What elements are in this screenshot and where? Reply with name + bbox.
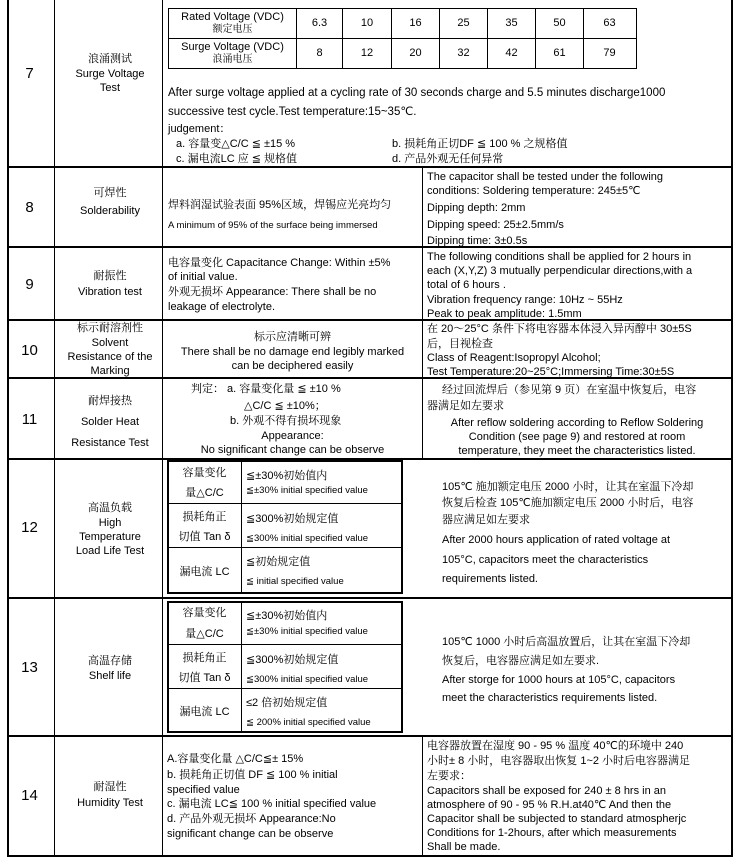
- col-divider-mid-b: [422, 736, 423, 856]
- life-sub-2-v2: ≦300% initial specified value: [246, 533, 369, 544]
- humid-right-4: Capacitors shall be exposed for 240 ± 8 hrs in an: [427, 785, 667, 797]
- solvent-mid-2: There shall be no damage end legibly marked: [180, 346, 405, 358]
- voltage-table-col: [535, 8, 536, 68]
- row-name-en-7a: Surge Voltage: [75, 68, 145, 80]
- voltage-table-col: [439, 8, 440, 68]
- row-name-en-10b: Resistance of the: [67, 351, 153, 363]
- life-right-5: 105°C, capacitors meet the characteristics: [442, 554, 649, 566]
- surge-desc-line1: After surge voltage applied at a cycling rate of 30 seconds charge and 5.5 minutes discharge1000: [168, 87, 666, 99]
- row-name-en-8: Solderability: [80, 205, 140, 217]
- humid-right-8: Shall be made.: [427, 841, 501, 853]
- life-sub-3-l1: 漏电流 LC: [179, 566, 230, 578]
- humid-mid-1: A.容量变化量 △C/C≦± 15%: [167, 753, 304, 765]
- life-sub-1-l1: 容量变化: [182, 467, 227, 479]
- life-sub-1-v2: ≦±30% initial specified value: [246, 485, 368, 496]
- row-name-en-12c: Load Life Test: [75, 545, 145, 557]
- heat-right-4: Condition (see page 9) and restored at room: [468, 431, 686, 443]
- shelf-sub-1-v1: ≦±30%初始值内: [246, 610, 328, 622]
- rated-value: 16: [409, 17, 422, 29]
- surge-value: 32: [457, 47, 470, 59]
- surge-desc-line2: successive test cycle.Test temperature:15~35℃.: [168, 106, 417, 118]
- surge-value: 8: [316, 47, 323, 59]
- solvent-right-4: Test Temperature:20~25°C;Immersing Time:30±5S: [427, 366, 675, 378]
- vib-mid-2: of initial value.: [168, 271, 238, 283]
- row-separator: [7, 597, 733, 599]
- row-separator: [7, 246, 733, 248]
- shelf-sub-3-v1: ≤2 倍初始规定值: [246, 697, 328, 709]
- row-name-en-11a: Solder Heat: [80, 416, 140, 428]
- judgement-c: c. 漏电流LC 应 ≦ 规格值: [176, 153, 298, 165]
- solder-mid-en: A minimum of 95% of the surface being immersed: [168, 220, 378, 231]
- surge-voltage-cn: 浪涌电压: [212, 54, 253, 65]
- heat-right-5: temperature, they meet the characteristics listed.: [458, 445, 696, 457]
- rated-voltage-label: Rated Voltage (VDC): [181, 11, 284, 23]
- life-sub-1-v1: ≦±30%初始值内: [246, 470, 328, 482]
- life-sub-2-l2: 切值 Tan δ: [178, 531, 231, 543]
- humid-right-6: Capacitor shall be subjected to standard atmospherjc: [427, 813, 687, 825]
- solder-right-3: Dipping depth: 2mm: [427, 202, 526, 214]
- shelf-sub-2-v1: ≦300%初始规定值: [246, 654, 339, 666]
- life-sub-3-v1: ≦初始规定值: [246, 556, 311, 568]
- shelf-sub-1-l1: 容量变化: [182, 607, 227, 619]
- row-name-cn-8: 可焊性: [93, 187, 127, 199]
- vib-mid-4: leakage of electrolyte.: [168, 301, 276, 313]
- solder-mid-cn: 焊料润湿试验表面 95%区域，焊锡应光亮均匀: [168, 199, 392, 211]
- solvent-right-3: Class of Reagent:Isopropyl Alcohol;: [427, 352, 601, 364]
- row-name-en-12b: Temperature: [79, 531, 141, 543]
- shelf-right-2: 恢复后，电容器应满足如左要求.: [442, 655, 600, 667]
- shelf-sub-3-l1: 漏电流 LC: [179, 706, 230, 718]
- voltage-table-col: [391, 8, 392, 68]
- vib-right-3: total of 6 hours .: [427, 279, 506, 291]
- row-name-en-12a: High: [98, 517, 122, 529]
- shelf-sub-3-v2: ≦ 200% initial specified value: [246, 717, 371, 728]
- humid-right-7: Conditions for 1-2hours, after which measurements: [427, 827, 677, 839]
- judgement-label: judgement：: [168, 123, 231, 135]
- heat-right-2: 器满足如左要求: [427, 400, 504, 412]
- row-separator: [7, 735, 733, 737]
- solder-right-2: conditions: Soldering temperature: 245±5℃: [427, 185, 641, 197]
- judgement-a: a. 容量变△C/C ≦ ±15 %: [176, 138, 296, 150]
- surge-value: 61: [553, 47, 566, 59]
- solder-right-5: Dipping time: 3±0.5s: [427, 235, 528, 247]
- life-sub-3-v2: ≦ initial specified value: [246, 576, 344, 587]
- life-sub-row: [167, 503, 402, 504]
- row-name-cn-7: 浪涌测试: [88, 53, 132, 65]
- humid-mid-6: significant change can be observe: [167, 828, 334, 840]
- rated-value: 10: [360, 17, 374, 29]
- shelf-sub-col: [241, 601, 242, 732]
- life-sub-2-l1: 损耗角正: [182, 511, 227, 523]
- shelf-sub-2-v2: ≦300% initial specified value: [246, 674, 369, 685]
- vib-right-1: The following conditions shall be applied for 2 hours in: [427, 251, 692, 263]
- rated-value: 25: [457, 17, 470, 29]
- heat-right-1: 经过回流焊后（参见第 9 页）在室温中恢复后，电容: [442, 384, 697, 396]
- surge-value: 79: [603, 47, 616, 59]
- table-border-right: [731, 0, 733, 857]
- col-divider-num: [54, 0, 55, 857]
- row-num-7: 7: [25, 65, 34, 82]
- voltage-table-col: [342, 8, 343, 68]
- voltage-table-col: [583, 8, 584, 68]
- row-name-cn-11: 耐焊接热: [88, 395, 132, 407]
- humid-mid-2: b. 损耗角正切值 DF ≦ 100 % initial: [167, 769, 338, 781]
- heat-mid-2: △C/C ≦ ±10%；: [244, 400, 326, 412]
- heat-mid-1: 判定： a. 容量变化量 ≦ ±10 %: [191, 383, 341, 395]
- row-num-10: 10: [21, 342, 38, 359]
- solvent-mid-3: can be deciphered easily: [231, 360, 354, 372]
- humid-right-5: atmosphere of 90 - 95 % R.H.at40℃ And then the: [427, 799, 672, 811]
- table-border-left: [7, 0, 9, 857]
- rated-value: 6.3: [311, 17, 328, 29]
- humid-mid-4: c. 漏电流 LC≦ 100 % initial specified value: [167, 798, 377, 810]
- rated-value: 63: [603, 17, 616, 29]
- rated-value: 50: [553, 17, 566, 29]
- row-name-en-9: Vibration test: [77, 286, 142, 298]
- life-right-1: 105℃ 施加额定电压 2000 小时，让其在室温下冷却: [442, 481, 694, 493]
- solvent-right-1: 在 20～25°C 条件下将电容器本体浸入异丙醇中 30±5S: [427, 323, 692, 335]
- surge-value: 42: [505, 47, 518, 59]
- life-sub-1-l2: 量△C/C: [185, 487, 224, 499]
- heat-mid-3: b. 外观不得有损坏现象: [230, 415, 342, 427]
- shelf-sub-row: [167, 688, 402, 689]
- row-name-en-11b: Resistance Test: [71, 437, 149, 449]
- row-num-14: 14: [21, 787, 38, 804]
- row-name-cn-9: 耐振性: [93, 270, 127, 282]
- vib-right-2: each (X,Y,Z) 3 mutually perpendicular directions,with a: [427, 265, 693, 277]
- solvent-right-2: 后，目视检查: [427, 338, 493, 350]
- life-right-2: 恢复后检查 105℃施加额定电压 2000 小时后，电容: [442, 497, 694, 509]
- judgement-b: b. 损耗角正切DF ≦ 100 % 之规格值: [392, 138, 568, 150]
- shelf-sub-2-l1: 损耗角正: [182, 652, 227, 664]
- col-divider-mid-a: [422, 167, 423, 458]
- row-num-9: 9: [25, 276, 34, 293]
- row-separator: [7, 319, 733, 321]
- voltage-table-col: [487, 8, 488, 68]
- row-name-cn-14: 耐湿性: [93, 781, 127, 793]
- solder-right-4: Dipping speed: 25±2.5mm/s: [427, 219, 564, 231]
- row-name-cn-13: 高温存储: [88, 655, 132, 667]
- vib-right-4: Vibration frequency range: 10Hz ~ 55Hz: [427, 294, 623, 306]
- surge-value: 20: [409, 47, 422, 59]
- row-num-13: 13: [21, 659, 38, 676]
- heat-mid-5: No significant change can be observe: [200, 444, 385, 456]
- shelf-sub-1-v2: ≦±30% initial specified value: [246, 626, 368, 637]
- heat-right-3: After reflow soldering according to Reflow Soldering: [450, 417, 704, 429]
- rated-voltage-cn: 额定电压: [212, 24, 253, 35]
- vib-mid-1: 电容量变化 Capacitance Change: Within ±5%: [168, 257, 391, 269]
- shelf-right-3: After storge for 1000 hours at 105°C, capacitors: [442, 674, 676, 686]
- row-name-en-14: Humidity Test: [77, 797, 143, 809]
- row-separator: [7, 166, 733, 168]
- life-right-6: requirements listed.: [442, 573, 538, 585]
- judgement-d: d. 产品外观无任何异常: [392, 153, 504, 165]
- row-num-8: 8: [25, 199, 34, 216]
- voltage-table-divider: [168, 38, 636, 39]
- life-right-3: 器应满足如左要求: [442, 514, 530, 526]
- rated-value: 35: [505, 17, 518, 29]
- row-num-11: 11: [21, 411, 38, 428]
- shelf-sub-2-l2: 切值 Tan δ: [178, 672, 231, 684]
- life-sub-col: [241, 460, 242, 593]
- vib-mid-3: 外观无损坏 Appearance: There shall be no: [168, 286, 377, 298]
- row-name-en-10c: Marking: [90, 365, 130, 377]
- solvent-mid-1: 标示应清晰可辨: [254, 331, 331, 343]
- heat-mid-4: Appearance:: [261, 430, 324, 442]
- solder-right-1: The capacitor shall be tested under the following: [427, 171, 664, 183]
- row-num-12: 12: [21, 519, 38, 536]
- vib-right-5: Peak to peak amplitude: 1.5mm: [427, 308, 582, 320]
- row-name-en-13: Shelf life: [88, 670, 132, 682]
- life-sub-2-v1: ≦300%初始规定值: [246, 513, 339, 525]
- surge-voltage-label: Surge Voltage (VDC): [181, 41, 284, 53]
- shelf-right-1: 105℃ 1000 小时后高温放置后，让其在室温下冷却: [442, 636, 691, 648]
- humid-right-3: 左要求：: [427, 770, 471, 782]
- humid-mid-3: specified value: [167, 784, 240, 796]
- humid-right-2: 小时± 8 小时，电容器取出恢复 1~2 小时后电容器满足: [427, 755, 691, 767]
- shelf-sub-1-l2: 量△C/C: [185, 628, 224, 640]
- shelf-right-4: meet the characteristics requirements listed.: [442, 692, 658, 704]
- life-sub-row: [167, 547, 402, 548]
- life-right-4: After 2000 hours application of rated voltage at: [442, 534, 671, 546]
- row-name-en-7b: Test: [99, 82, 121, 94]
- row-name-cn-10: 标示耐溶剂性: [77, 322, 143, 334]
- row-name-cn-12: 高温负载: [88, 502, 132, 514]
- voltage-table-col: [296, 8, 297, 68]
- surge-value: 12: [360, 47, 374, 59]
- humid-right-1: 电容器放置在湿度 90 - 95 % 温度 40℃的环境中 240: [427, 740, 684, 752]
- shelf-sub-row: [167, 644, 402, 645]
- humid-mid-5: d. 产品外观无损坏 Appearance:No: [167, 813, 336, 825]
- row-name-en-10a: Solvent: [91, 337, 129, 349]
